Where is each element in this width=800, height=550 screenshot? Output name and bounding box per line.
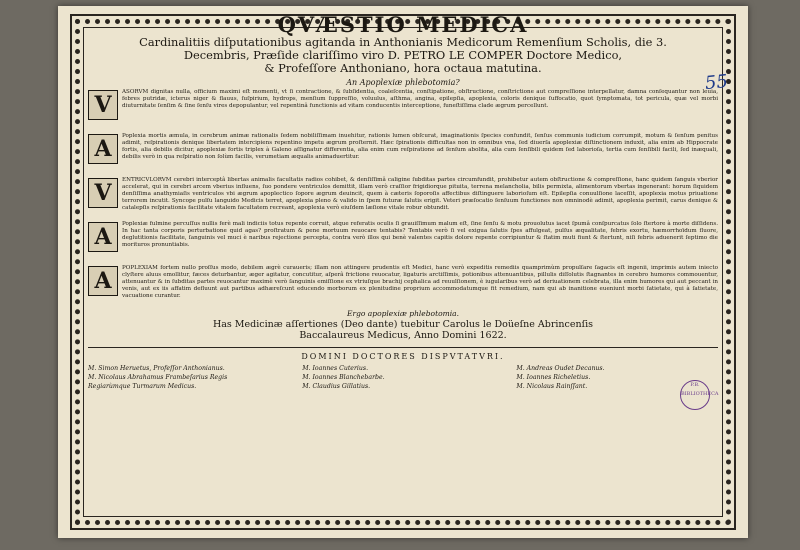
defense-line-1: Has Medicinæ aſſertiones (Deo dante) tuebitur Carolus le Doüeſne Abrincenſis [212, 319, 594, 330]
thesis-content [88, 12, 730, 524]
paragraph-text: ASORVM dignitas nulla, officium maximi eſt momenti, vt ſi contractione, & ſubſidentia, coaleſcentia, conſtipatione, obſtructione, conſtrictione aut compreſſione interpellatur, damna conſequantur non leuia, febres putridæ, icterus niger & flauus, ſuſpirium, hydrops, menſium ſuppreſſio, voluulus, aſthma, angina, epilepſia, apoplexia, coloris denique ſuffocatio, quot ſymptomata, tot pericula, quæ vel morbi diuturnitate ſenſim & ſine ſenſu vires depopulantur, vel repentinâ functionis ad vitam conducentis interceptione, funeſtiſſima clade ægrum percellunt. [122, 89, 718, 110]
drop-cap-initial: V [88, 90, 118, 120]
subtitle-line-2: Decembris, Præſide clariſſimo viro D. PETRO LE COMPER Doctore Medico, [183, 48, 623, 62]
conclusion: Ergo apoplexiæ phlebotomia. [347, 309, 459, 318]
paragraph-text: Poplexiæ fulmine percuſſus nullis ferè mali indiciis totus repente corruit, atque referatis oculis ſi grauiſſimum malum eſt, ſine ſenſu & motu prouolutus iacet ſpumâ conſpurcatus ſolo ſtertore à morte diſſidens. In hac tanta corporis perturbatione quid agas? proſtratum & pene mortuum reuocare tentabis? Tentabis verò ſi vel exigua ſalutis ſpes affulgeat, pulſus æqualitate, febris exortu, hæmorrhoïdum fluore, deglutitionis facilitate, ſanguinis vel muci è naribus rejectione percepta, contra verò illos qui benè valentes capitis dolore repente corripiuntur & ſtatim muti fiunt & ſtertunt, niſi febris aduenerit ſeptimo die morituros pronuntiabis. [122, 221, 718, 249]
paragraph-1 [88, 89, 718, 129]
drop-cap-initial: A [88, 266, 118, 296]
drop-cap-initial: V [88, 178, 118, 208]
defense-line-2: Baccalaureus Medicus, Anno Domini 1622. [299, 330, 507, 341]
handwritten-page-number: 55 [704, 70, 730, 95]
doctor-name: M. Simon Heruetus, Profeſſor Anthonianus. [88, 365, 225, 372]
drop-cap-initial: A [88, 134, 118, 164]
document-page [58, 6, 748, 538]
library-stamp [680, 380, 719, 410]
stamp-line-2: BIBLIOTHECA [681, 391, 719, 397]
divider [88, 347, 718, 348]
paragraph-4 [88, 221, 718, 261]
paragraph-5 [88, 265, 718, 305]
doctors-column-2 [302, 364, 504, 391]
subtitle-line-3: & Profeſſore Anthoniano, hora octaua matutina. [264, 61, 542, 75]
doctor-name: Regiarùmque Turmarum Medicus. [88, 383, 197, 390]
drop-cap-initial: A [88, 222, 118, 252]
page-title: QVÆSTIO MEDICA [277, 12, 529, 37]
doctors-column-1 [88, 364, 290, 391]
paragraph-text: Poplexia mortis æmula, in cerebrum animæ rationalis ſedem nobiliſſimam inuehitur, rationis lumen obſcurat, imaginationis ſpecies confundit, ſenſus communis iudicium corrumpit, motum & ſenſum penitus adimit, reſpirationis denique libertatem intercipiens repentino impetu ægrum proſternit. Hæc ſpirationis difficultas non in omnibus vna, ſed diuerſa apoplexiæ diſtinctionem induxit, alia enim ab Hippocrate fortis, alia debilis dicitur, apoplexiæ fortis triplex à Galeno aſſignatur differentia, alia enim cum reſpiratione ad ſenſum abolita, alia cum ſenſibili quidem ſed laborioſa, tertia cum ſenſibili facili, ſed inæquali, debilis verò in qua reſpiratio non ſolùm facilis, verumetiam æqualis animaduertitur. [122, 133, 718, 161]
paragraph-2 [88, 133, 718, 173]
stamp-line-1: P.B. [690, 382, 700, 388]
doctor-name: M. Ioannes Cuterius. [302, 365, 369, 372]
doctor-name: M. Claudius Gillatius. [302, 383, 371, 390]
doctor-name: M. Ioannes Blanchebarbe. [302, 374, 385, 381]
paragraph-text: POPLEXIAM fortem nullo proſſus modo, debilem ægrè curaueris; illam non attingere prudentis eſt Medici, hanc verò expeditis remediis quamprimùm propulſare ſagacis eſt ingenii, imprimis autem iniecto clyſtere aluus emollitur, fæces deturbantur, æger agitatur, concutitur, aſperâ frictione reuocatur, ligaturis arctiſſimis, potionibus attenuantibus, pillulis diſſolutis ſtagnantes in cerebro humores commouentur, attenuantur & in ſubditas partes reuocantur maximè verò ſanguinis emiſſione ex vtriuſque brachij cephalica ad reuulſionem, è iugularibus verò ad deriuationem celebrata, illa enim humores qui aut peccant in venis, aut ex iis affatim defluunt aut partibus adhæreſcunt educendo morborum ex plenitudine proprium accommodatumque fit remedium, nam qui ab inanitione eueniunt morbi ſatietate, qui à ſatietate, vacuatione curantur. [122, 265, 718, 300]
doctor-name: M. Andreas Oudet Decanus. [516, 365, 605, 372]
doctors-list [88, 364, 718, 391]
subtitle-line-1: Cardinalitiis diſputationibus agitanda in Anthonianis Medicorum Remenſium Scholis, die 3. [139, 35, 667, 49]
doctor-name: M. Nicolaus Rainſſant. [516, 383, 588, 390]
doctor-name: M. Nicolaus Abrahamus Frambeſarius Regis [88, 374, 228, 381]
doctors-header: DOMINI DOCTORES DISPVTATVRI. [301, 352, 505, 361]
doctor-name: M. Ioannes Richeletius. [516, 374, 591, 381]
question-heading: An Apoplexiæ phlebotomia? [346, 78, 460, 87]
paragraph-3 [88, 177, 718, 217]
paragraph-text: ENTRICVLORVM cerebri interceptâ libertas animalis facultatis radios cohibet, & denſiſſimâ caligine ſubditas partes circumfundit, prohibetur autem obſtructione & compreſſione, hanc quidem ſanguis vberior accelerat, qui in cerebri arcem vberius influens, ſuo pondere ventriculos demittit, illam verò craſſior frigidiorque pituita, terrena melancholia, bilis permixta, alimentorum vbertas ingenerant: horum ſiquidem denſiſſima anathymiaſis ventriculos vbi ægrum apoplectico ſopore ægrum deuincit, quem à cæteris ſoporoſis affectibus diſtinguere laborioſum eſt. Epilepſia conuulſione laceſſit, apoplexia motus priuatione terrorem incutit. Syncope pulſu languido Medicis terret, apoplexia pleno & valido in ſpem futuræ ſalutis erigit. Veteri præſocatio ſenſuum functiones non omninodè adimit, apoplexia perimit, carus denique & catalepſis reſpirationis facilitate vitalem facultatem recreant, apoplexia verò eiuſdem læſione vitale robur obtundit. [122, 177, 718, 212]
